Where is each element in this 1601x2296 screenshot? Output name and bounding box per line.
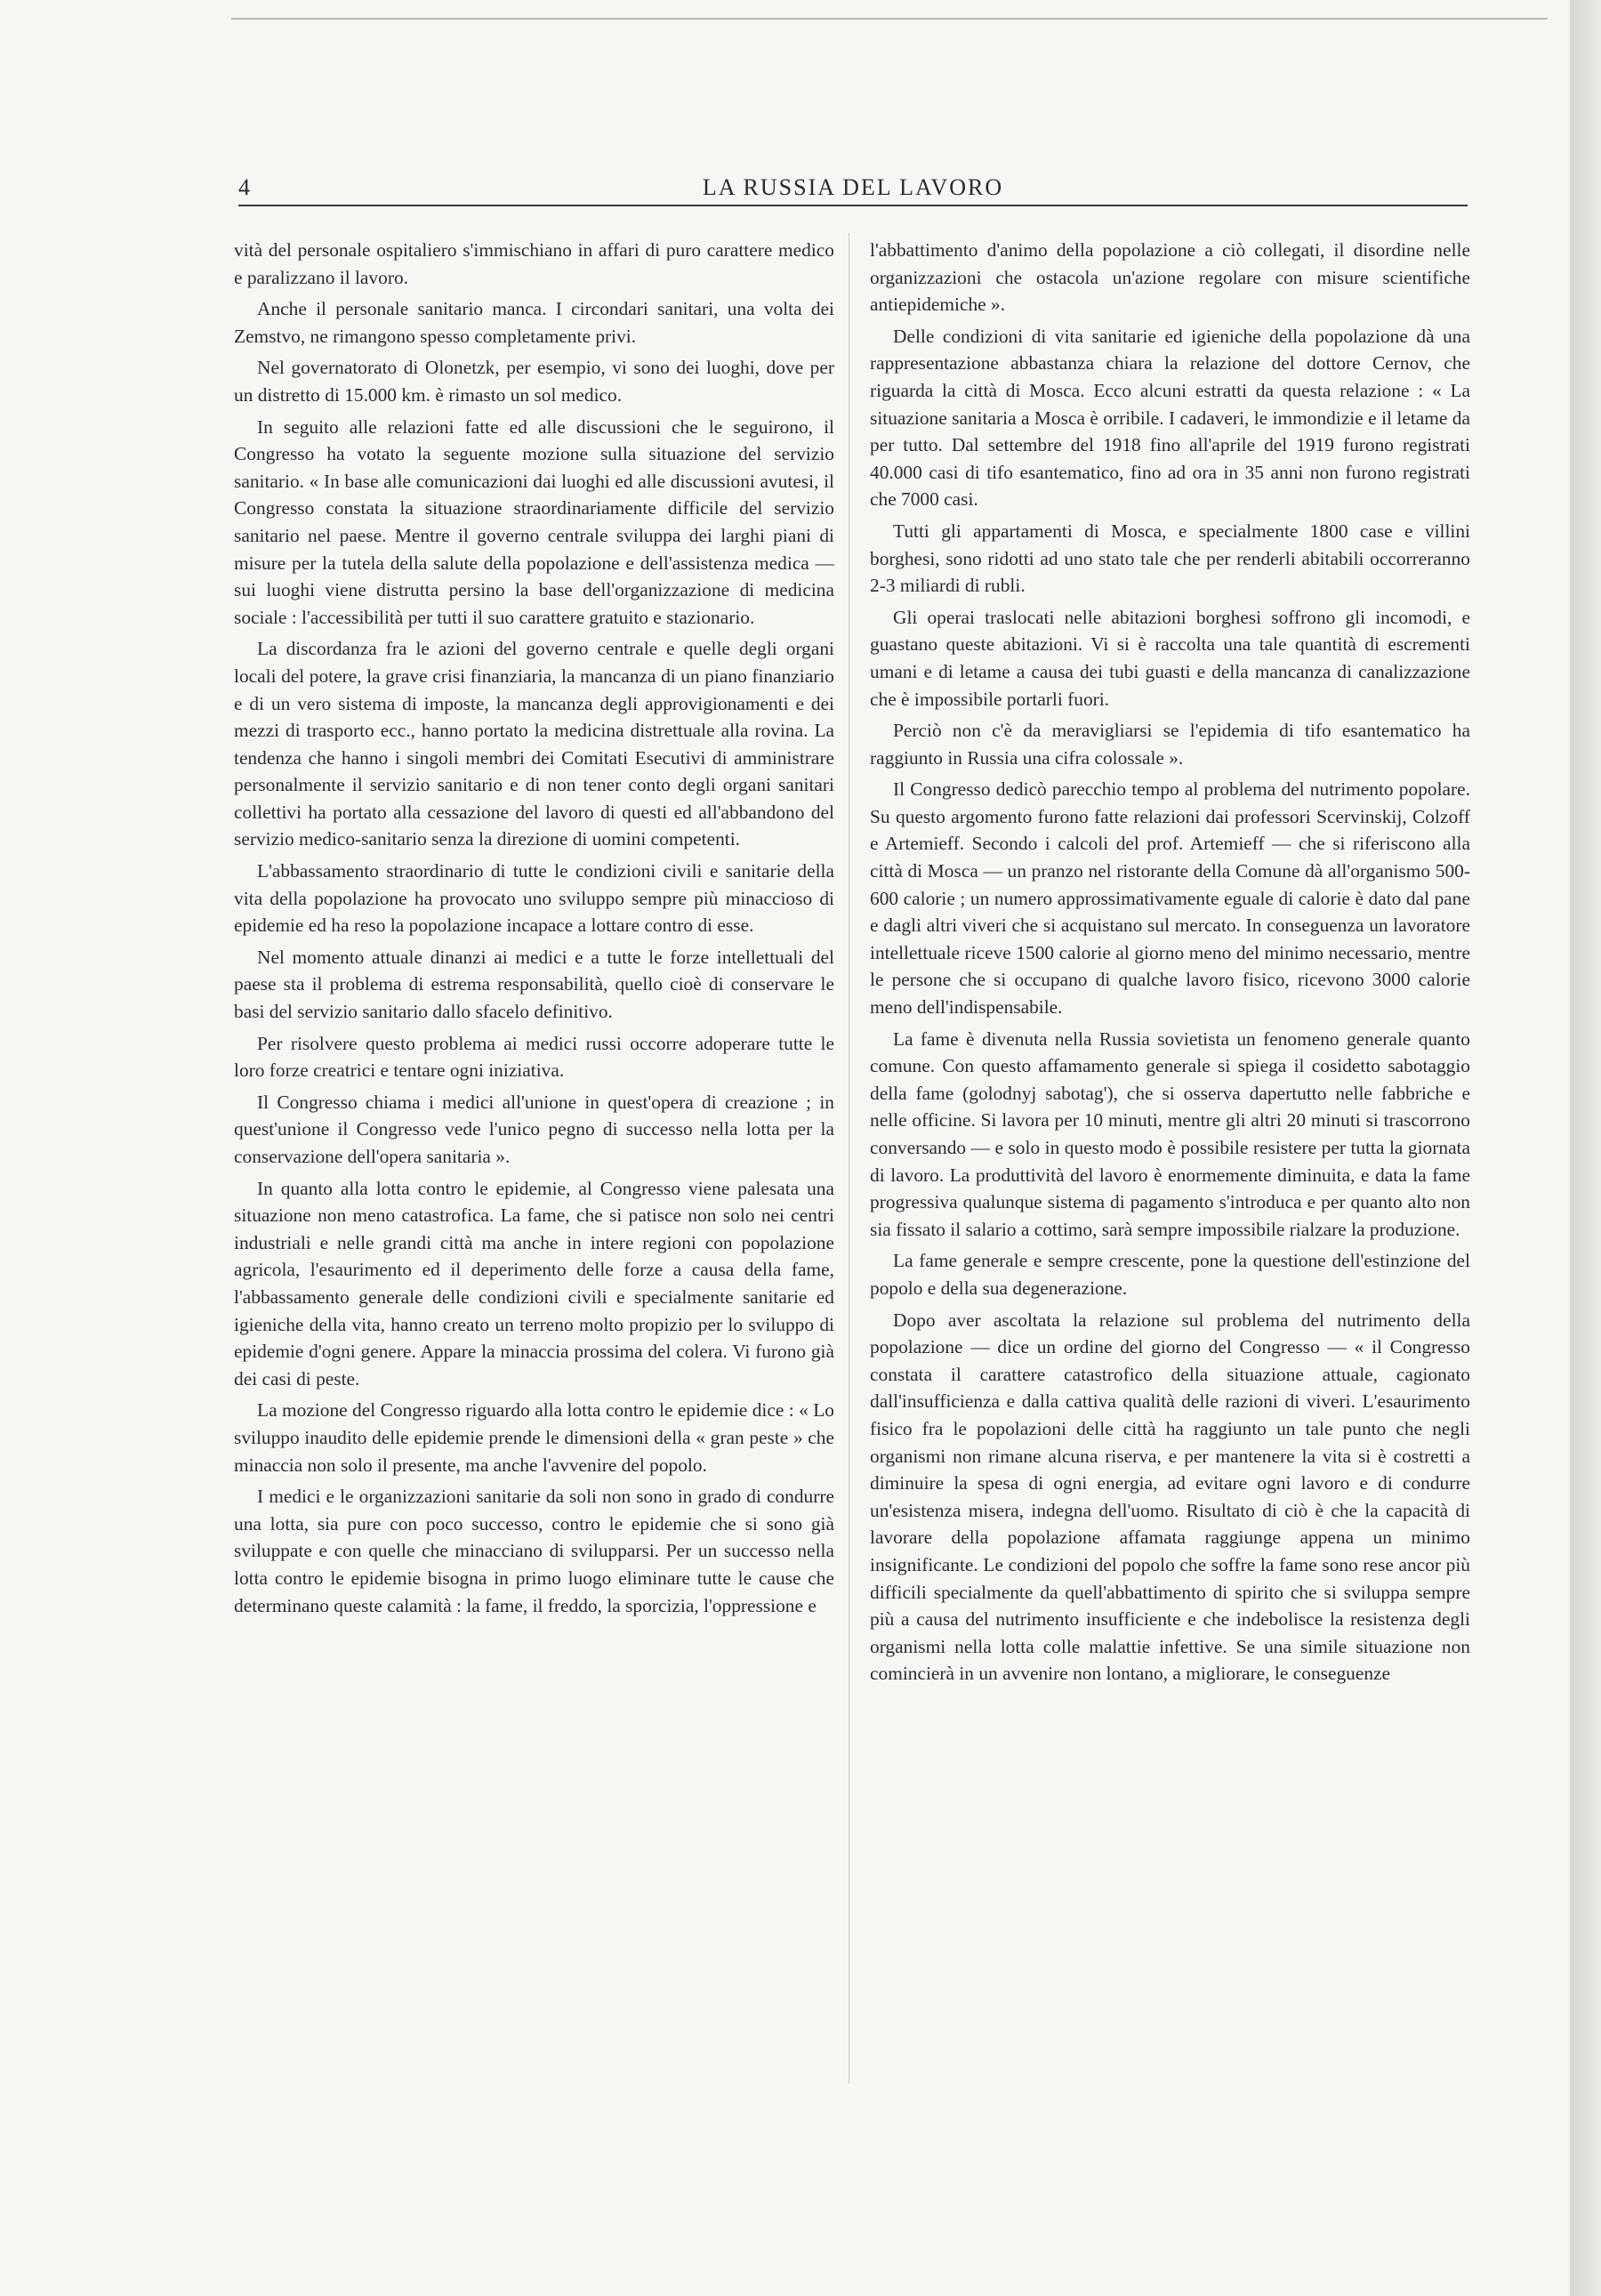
paragraph: Nel momento attuale dinanzi ai medici e a tutte le forze intellettuali del paese sta il problema di estrema responsabilità, quello cioè di conservare le basi del servizio sanitario dallo sfacelo definitivo. bbox=[234, 946, 834, 1023]
paragraph: l'abbattimento d'animo della popolazione a ciò collegati, il disordine nelle organizzazioni che ostacola un'azione regolare con misure scientifiche antiepidemiche ». bbox=[870, 239, 1470, 316]
left-column bbox=[234, 237, 834, 1623]
top-border-rule bbox=[231, 18, 1548, 20]
right-column bbox=[870, 237, 1470, 1692]
paragraph: Dopo aver ascoltata la relazione sul problema del nutrimento della popolazione — dice un ordine del giorno del Congresso — « il Congresso constata il carattere catastrofico della situazione attuale, cagionato dall'insufficienza e dalla cattiva qualità delle razioni di viveri. L'esaurimento fisico fra le popolazioni delle città ha raggiunto un tale punto che negli organismi non rimane alcuna riserva, e per mantenere la vita si è costretti a diminuire la spesa di ogni energia, ad evitare ogni lavoro e di condurre un'esistenza misera, indegna dell'uomo. Risultato di ciò è che la capacità di lavorare della popolazione affamata raggiunge appena un minimo insignificante. Le condizioni del popolo che soffre la fame sono rese ancor più difficili specialmente da quell'abbattimento di spirito che si sviluppa sempre più a causa del nutrimento insufficiente e che indebolisce la resistenza degli organismi nella lotta colle malattie infettive. Se una simile situazione non comincierà in un avvenire non lontano, a migliorare, le conseguenze bbox=[870, 1309, 1470, 1685]
page-number: 4 bbox=[238, 174, 250, 200]
paragraph: Perciò non c'è da meravigliarsi se l'epidemia di tifo esantematico ha raggiunto in Russia una cifra colossale ». bbox=[870, 720, 1470, 769]
paragraph: Nel governatorato di Olonetzk, per esempio, vi sono dei luoghi, dove per un distretto di 15.000 km. è rimasto un sol medico. bbox=[234, 357, 834, 406]
paragraph: Anche il personale sanitario manca. I circondari sanitari, una volta dei Zemstvo, ne rimangono spesso completamente privi. bbox=[234, 298, 834, 347]
paragraph: L'abbassamento straordinario di tutte le condizioni civili e sanitarie della vita della popolazione ha provocato uno sviluppo sempre più minaccioso di epidemie ed ha reso la popolazione incapace a lottare contro di esse. bbox=[234, 860, 834, 937]
running-title: LA RUSSIA DEL LAVORO bbox=[702, 174, 1004, 200]
paragraph: La discordanza fra le azioni del governo centrale e quelle degli organi locali del potere, la grave crisi finanziaria, la mancanza di un piano finanziario e di un vero sistema di imposte, la mancanza degli approvigionamenti e dei mezzi di trasporto ecc., hanno portato la medicina distrettuale alla rovina. La tendenza che hanno i singoli membri dei Comitati Esecutivi di amministrare personalmente il servizio sanitario e di non tener conto degli organi sanitari collettivi ha portato alla cessazione del lavoro di questi ed all'abbandono del servizio medico-sanitario senza la direzione di uomini competenti. bbox=[234, 638, 834, 850]
paragraph: In seguito alle relazioni fatte ed alle discussioni che le seguirono, il Congresso ha votato la seguente mozione sulla situazione del servizio sanitario. « In base alle comunicazioni dai luoghi ed alle discussioni avutesi, il Congresso constata la situazione straordinariamente difficile del servizio sanitario nel paese. Mentre il governo centrale sviluppa dei larghi piani di misure per la tutela della salute della popolazione e dell'assistenza medica — sui luoghi viene distrutta persino la base dell'organizzazione di medicina sociale : l'accessibilità per tutti il suo carattere gratuito e stazionario. bbox=[234, 415, 834, 628]
page-edge-shadow bbox=[1570, 0, 1601, 2296]
paragraph: vità del personale ospitaliero s'immischiano in affari di puro carattere medico e paralizzano il lavoro. bbox=[234, 239, 834, 288]
page-header bbox=[238, 174, 1468, 206]
paragraph: Gli operai traslocati nelle abitazioni borghesi soffrono gli incomodi, e guastano queste abitazioni. Vi si è raccolta una tale quantità di escrementi umani e di letame a causa dei tubi guasti e della mancanza di canalizzazione che è impossibile portarli fuori. bbox=[870, 606, 1470, 710]
paragraph: In quanto alla lotta contro le epidemie, al Congresso viene palesata una situazione non meno catastrofica. La fame, che si patisce non solo nei centri industriali e nelle grandi città ma anche in intere regioni con popolazione agricola, l'esaurimento ed il deperimento delle forze a causa della fame, l'abbassamento generale delle condizioni civili e specialmente sanitarie ed igieniche della vita, hanno creato un terreno molto propizio per lo sviluppo di epidemie d'ogni genere. Appare la minaccia prossima del colera. Vi furono già dei casi di peste. bbox=[234, 1177, 834, 1390]
paragraph: La mozione del Congresso riguardo alla lotta contro le epidemie dice : « Lo sviluppo inaudito delle epidemie prende le dimensioni della « gran peste » che minaccia non solo il presente, ma anche l'avvenire del popolo. bbox=[234, 1399, 834, 1476]
paragraph: I medici e le organizzazioni sanitarie da soli non sono in grado di condurre una lotta, sia pure con poco successo, contro le epidemie che si sono già sviluppate e con quelle che minacciano di svilupparsi. Per un successo nella lotta contro le epidemie bisogna in primo luogo eliminare tutte le cause che determinano queste calamità : la fame, il freddo, la sporcizia, l'oppressione e bbox=[234, 1486, 834, 1616]
paragraph: Il Congresso dedicò parecchio tempo al problema del nutrimento popolare. Su questo argomento furono fatte relazioni dai professori Scervinskij, Colzoff e Artemieff. Secondo i calcoli del prof. Artemieff — che si riferiscono alla città di Mosca — un pranzo nel ristorante della Comune dà all'organismo 500-600 calorie ; un numero approssimativamente eguale di calorie è dato dal pane e dagli altri viveri che si acquistano sul mercato. In conseguenza un lavoratore intellettuale riceve 1500 calorie al giorno meno del minimo necessario, mentre le persone che si occupano di qualche lavoro fisico, ricevono 3000 calorie meno dell'indispensabile. bbox=[870, 778, 1470, 1019]
paragraph: La fame generale e sempre crescente, pone la questione dell'estinzione del popolo e della sua degenerazione. bbox=[870, 1250, 1470, 1299]
paragraph: La fame è divenuta nella Russia sovietista un fenomeno generale quanto comune. Con questo affamamento generale si spiega il cosidetto sabotaggio della fame (golodnyj sabotag'), che si osserva dapertutto nelle fabbriche e nelle officine. Si lavora per 10 minuti, mentre gli altri 20 minuti si trascorrono conversando — e solo in questo modo è possibile resistere per tutta la giornata di lavoro. La produttività del lavoro è enormemente diminuita, e data la fame progressiva qualunque sistema di pagamento s'introduca e per quanto alto non sia fissato il salario a cottimo, sarà sempre impossibile rialzare la produzione. bbox=[870, 1027, 1470, 1240]
paragraph: Il Congresso chiama i medici all'unione in quest'opera di creazione ; in quest'unione il Congresso vede l'unico pegno di successo nella lotta per la conservazione dell'opera sanitaria ». bbox=[234, 1091, 834, 1167]
paragraph: Delle condizioni di vita sanitarie ed igieniche della popolazione dà una rappresentazione abbastanza chiara la relazione del dottore Cernov, che riguarda la città di Mosca. Ecco alcuni estratti da questa relazione : « La situazione sanitaria a Mosca è orribile. I cadaveri, le immondizie e il letame da per tutto. Dal settembre del 1918 fino all'aprile del 1919 furono registrati 40.000 casi di tifo esantematico, fino ad ora in 35 anni non furono registrati che 7000 casi. bbox=[870, 325, 1470, 511]
paragraph: Tutti gli appartamenti di Mosca, e specialmente 1800 case e villini borghesi, sono ridotti ad uno stato tale che per renderli abitabili occorreranno 2-3 miliardi di rubli. bbox=[870, 520, 1470, 597]
paragraph: Per risolvere questo problema ai medici russi occorre adoperare tutte le loro forze creatrici e tentare ogni iniziativa. bbox=[234, 1032, 834, 1082]
